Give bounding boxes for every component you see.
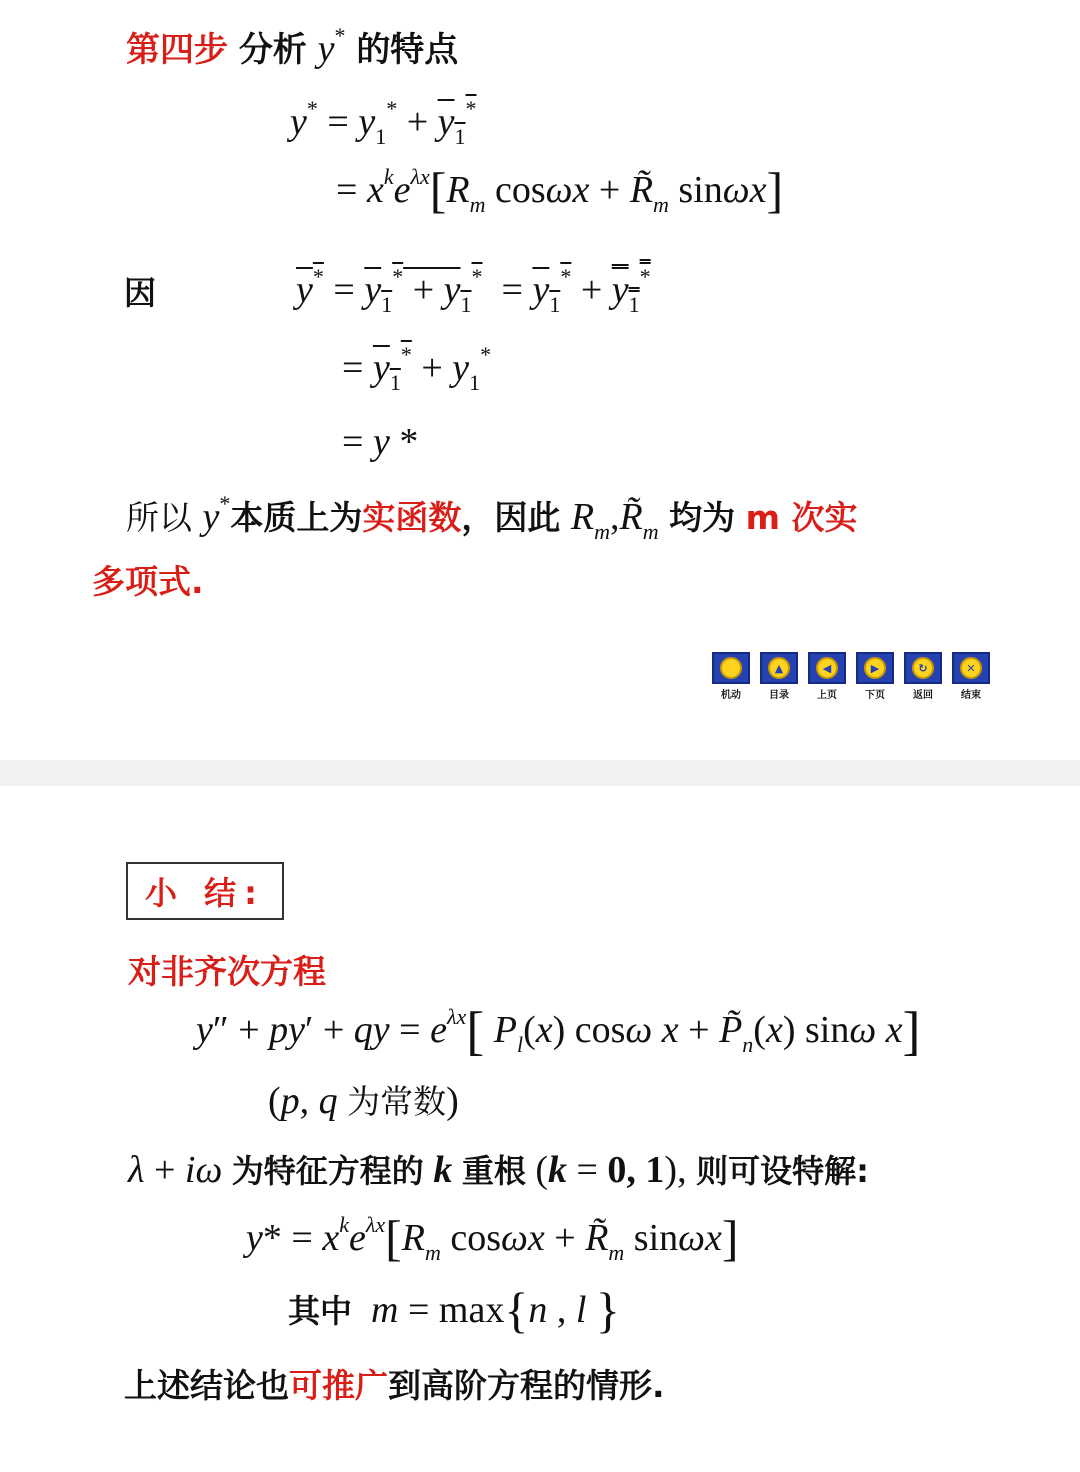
nav-button-previous[interactable]: ◀ 上页 [806, 652, 848, 701]
return-arrow-icon: ↻ [904, 652, 942, 684]
formula-degree: 其中 m = max{n , l } [288, 1282, 620, 1338]
conclusion-line-2: 多项式. [92, 562, 204, 601]
conclusion-line: 所以 y*本质上为实函数，因此 $R_m,R̃_m$ 均为 m 次实 [126, 491, 858, 544]
step-label: 第四步 [126, 30, 228, 70]
nav-button-animate[interactable]: 机动 [710, 652, 752, 701]
slide-summary [0, 786, 1080, 1472]
root-condition-line: λ + iω 为特征方程的 k 重根 (k = 0, 1), 则可设特解: [128, 1149, 869, 1191]
formula-ystar-sum: $y^* = y_1^* + y_1^*$ [290, 96, 477, 149]
nav-bar [710, 652, 992, 701]
step-heading [126, 22, 458, 71]
close-x-icon: ✕ [952, 652, 990, 684]
next-arrow-icon: ▶ [856, 652, 894, 684]
step-title-suffix: 的特点 [356, 30, 459, 70]
slide-separator [0, 760, 1080, 786]
nav-button-next[interactable]: ▶ 下页 [854, 652, 896, 701]
summary-box [126, 862, 284, 920]
because-label: 因 [124, 274, 157, 312]
step-title-prefix: 分析 [238, 30, 307, 70]
formula-conjugate: $y^* = y_1^* + y_1^* = y_1^* + y_1^*$ [296, 264, 651, 317]
summary-label: 小 结: [145, 874, 265, 912]
animation-disc-icon [712, 652, 750, 684]
step-title-var: y* [317, 23, 346, 70]
nav-button-return[interactable]: ↻ 返回 [902, 652, 944, 701]
formula-ode: y″ + py′ + qy = $e^{\lambda x}$[ $P_l(x)$ cosω $x + P̃_n(x)$ sinω x] [196, 1001, 921, 1061]
formula-ystar-expanded: = $x^ke^{\lambda x}[R_m$ $\cos\omega x + R̃_m$ sinωx] [336, 162, 784, 218]
formula-particular-solution: $y* = x^ke^{\lambda x}[R_m$ $\cos\omega x + R̃_m$ sinωx] [246, 1210, 739, 1266]
nav-button-end[interactable]: ✕ 结束 [950, 652, 992, 701]
formula-conjugate-simplified: = $y_1^* + y_1^*$ [342, 342, 492, 395]
pq-constant-note: (p, q 为常数) [268, 1080, 459, 1122]
nav-button-contents[interactable]: ▲ 目录 [758, 652, 800, 701]
nonhomogeneous-heading: 对非齐次方程 [128, 952, 326, 991]
previous-arrow-icon: ◀ [808, 652, 846, 684]
generalization-note: 上述结论也可推广到高阶方程的情形. [124, 1366, 665, 1405]
eject-triangle-icon: ▲ [760, 652, 798, 684]
formula-equals-ystar: = y * [342, 421, 419, 463]
